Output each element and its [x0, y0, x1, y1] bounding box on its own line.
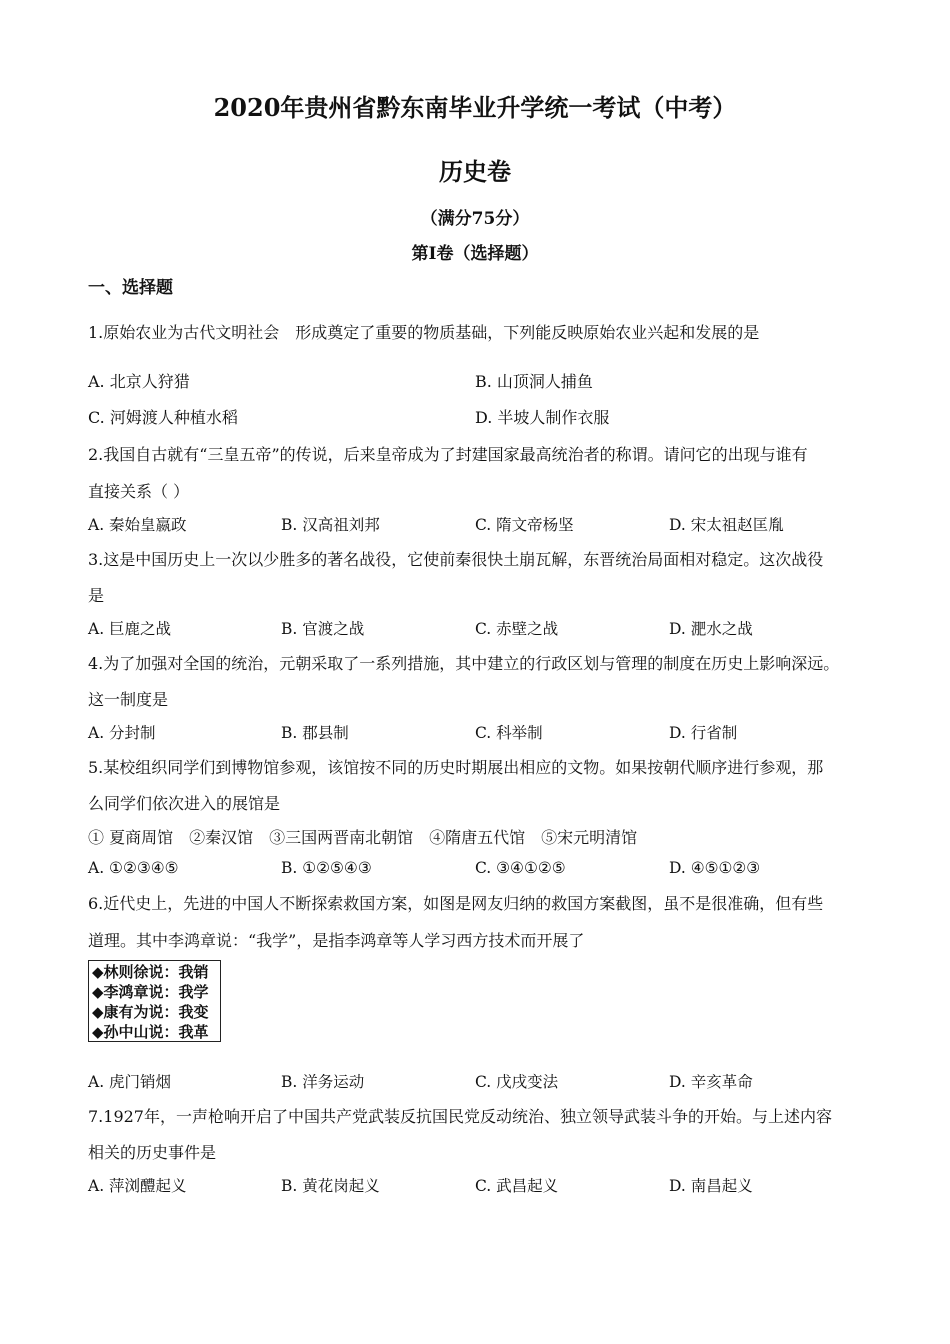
- question-7-text: 7.1927年，一声枪响开启了中国共产党武装反抗国民党反动统治、独立领导武装斗争的开始。与上述内容: [88, 1107, 832, 1126]
- option-b: B. ①②⑤④③: [281, 859, 372, 877]
- question-3-options: [88, 617, 888, 639]
- option-a: A. 巨鹿之战: [88, 620, 172, 638]
- option-d: D. 淝水之战: [669, 620, 753, 638]
- volume-title: 第Ⅰ卷（选择题）: [411, 244, 539, 264]
- question-6-options: [88, 1070, 888, 1092]
- figure-line-4: ◆孙中山说：我革: [92, 1023, 209, 1041]
- question-5-text-2: 么同学们依次进入的展馆是: [88, 794, 281, 813]
- option-b: B. 洋务运动: [281, 1073, 365, 1091]
- option-c: C. 科举制: [475, 724, 543, 742]
- question-4-options: [88, 721, 888, 743]
- option-a: A. ①②③④⑤: [88, 859, 179, 877]
- option-c: C. 隋文帝杨坚: [475, 516, 574, 534]
- option-d: D. ④⑤①②③: [669, 859, 761, 877]
- figure-line-1: ◆林则徐说：我销: [92, 963, 209, 981]
- question-5-halls: ① 夏商周馆 ②秦汉馆 ③三国两晋南北朝馆 ④隋唐五代馆 ⑤宋元明清馆: [88, 828, 638, 847]
- option-d: D. 行省制: [669, 724, 738, 742]
- section-heading: 一、选择题: [88, 278, 173, 298]
- exam-title: 2020年贵州省黔东南毕业升学统一考试（中考）: [213, 93, 737, 122]
- question-2-text: 2.我国自古就有“三皇五帝”的传说，后来皇帝成为了封建国家最高统治者的称谓。请问它的出现与谁有: [88, 445, 808, 464]
- option-c: C. 武昌起义: [475, 1177, 559, 1195]
- screenshot-figure: [88, 960, 221, 1042]
- option-c: C. 河姆渡人种植水稻: [88, 408, 238, 427]
- score-note: （满分75分）: [420, 209, 530, 229]
- option-d: D. 宋太祖赵匡胤: [669, 516, 784, 534]
- question-2-text-2: 直接关系（ ）: [88, 482, 190, 501]
- option-b: B. 黄花岗起义: [281, 1177, 380, 1195]
- question-2-options: [88, 513, 888, 535]
- option-b: B. 官渡之战: [281, 620, 365, 638]
- option-d: D. 半坡人制作衣服: [475, 408, 610, 427]
- question-1-options: [88, 369, 888, 391]
- question-3-text: 3.这是中国历史上一次以少胜多的著名战役，它使前秦很快土崩瓦解，东晋统治局面相对稳定。这次战役: [88, 550, 824, 569]
- option-b: B. 山顶洞人捕鱼: [475, 372, 593, 391]
- option-a: A. 秦始皇嬴政: [88, 516, 187, 534]
- option-c: C. ③④①②⑤: [475, 859, 566, 877]
- option-c: C. 戊戌变法: [475, 1073, 559, 1091]
- option-a: A. 萍浏醴起义: [88, 1177, 187, 1195]
- figure-line-2: ◆李鸿章说：我学: [92, 983, 209, 1001]
- question-5-options: [88, 859, 888, 881]
- option-c: C. 赤壁之战: [475, 620, 559, 638]
- question-7-text-2: 相关的历史事件是: [88, 1143, 217, 1162]
- option-a: A. 北京人狩猎: [88, 372, 190, 391]
- option-a: A. 分封制: [88, 724, 156, 742]
- figure-line-3: ◆康有为说：我变: [92, 1003, 209, 1021]
- option-b: B. 郡县制: [281, 724, 349, 742]
- question-4-text-2: 这一制度是: [88, 690, 169, 709]
- question-3-text-2: 是: [88, 586, 105, 605]
- option-d: D. 南昌起义: [669, 1177, 753, 1195]
- question-7-options: [88, 1174, 888, 1196]
- option-a: A. 虎门销烟: [88, 1073, 172, 1091]
- question-4-text: 4.为了加强对全国的统治，元朝采取了一系列措施，其中建立的行政区划与管理的制度在历史上影响深远。: [88, 654, 840, 673]
- question-6-text: 6.近代史上，先进的中国人不断探索救国方案，如图是网友归纳的救国方案截图，虽不是很准确，但有些: [88, 894, 824, 913]
- exam-subject: 历史卷: [439, 157, 511, 186]
- question-6-text-2: 道理。其中李鸿章说：“我学”，是指李鸿章等人学习西方技术而开展了: [88, 931, 585, 950]
- question-5-text: 5.某校组织同学们到博物馆参观，该馆按不同的历史时期展出相应的文物。如果按朝代顺序进行参观，那: [88, 758, 824, 777]
- option-b: B. 汉高祖刘邦: [281, 516, 380, 534]
- option-d: D. 辛亥革命: [669, 1073, 753, 1091]
- question-1-options-2: [88, 405, 888, 427]
- question-1-text: 1.原始农业为古代文明社会 形成奠定了重要的物质基础，下列能反映原始农业兴起和发展的是: [88, 323, 760, 342]
